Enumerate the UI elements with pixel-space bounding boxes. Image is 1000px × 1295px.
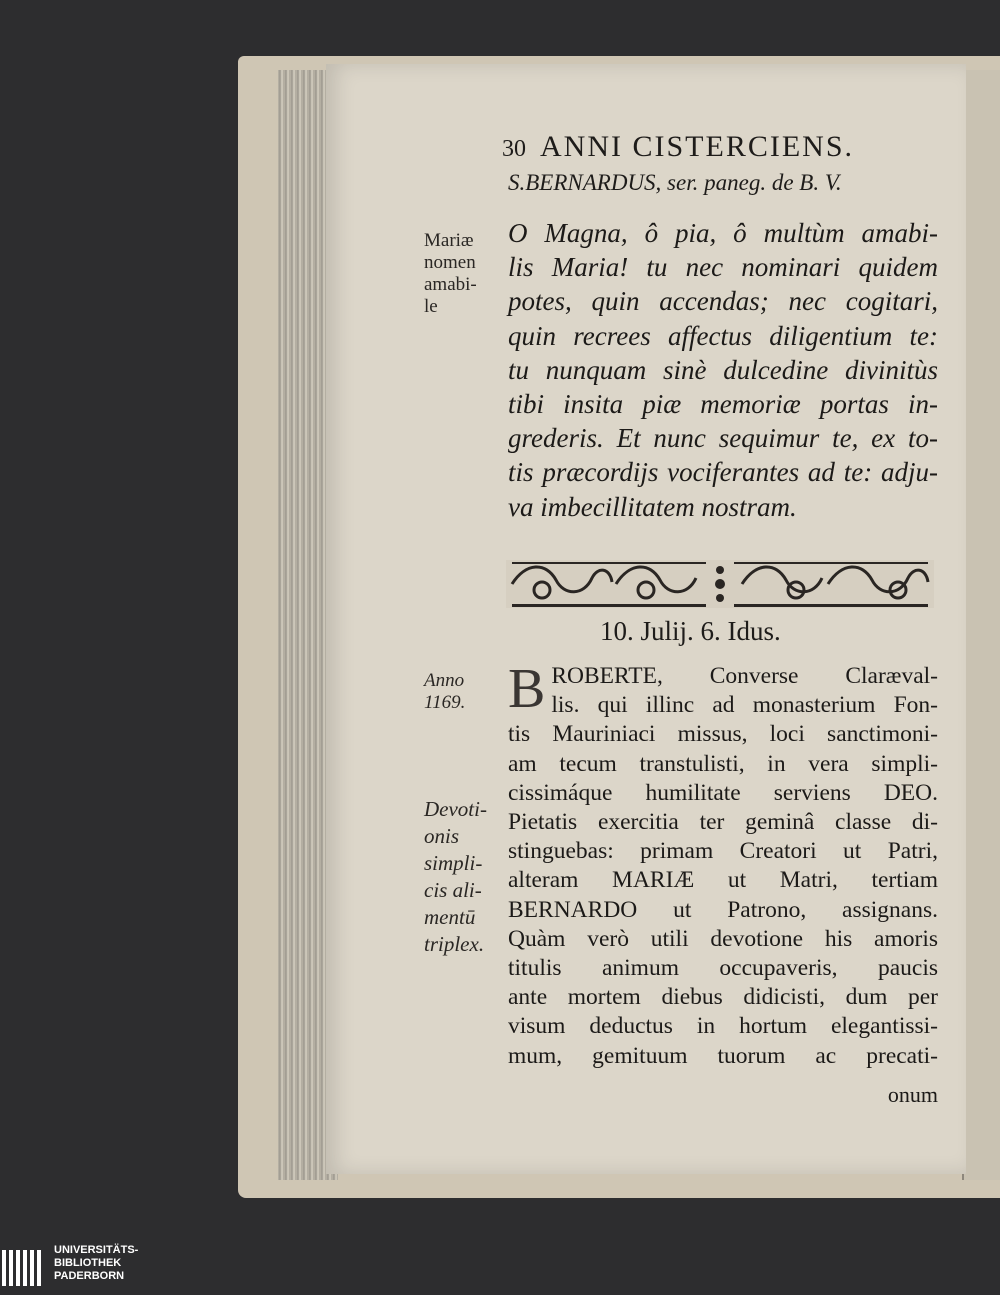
margin-note-line: cis ali-: [424, 878, 482, 902]
quote-line: va imbecillitatem nostram.: [508, 491, 797, 522]
quote-line: quin recrees affectus diligentium te:: [508, 320, 938, 351]
quote-line: lis Maria! tu nec nominari quidem: [508, 252, 938, 283]
para-line: ante mortem diebus didicisti, dum per: [508, 984, 938, 1011]
quote-line: tibi insita piæ memoriæ portas in-: [508, 389, 938, 420]
para-line: stinguebas: primam Creatori ut Patri,: [508, 838, 938, 865]
para-line: Quàm verò utili devotione his amoris: [508, 925, 938, 952]
catchword: onum: [887, 1082, 938, 1107]
library-logo-line: UNIVERSITÄTS-: [54, 1244, 139, 1256]
library-logo-line: BIBLIOTHEK: [54, 1257, 122, 1269]
quote-line: tu nunquam sinè dulcedine divinitùs: [508, 354, 938, 385]
page-number: 30: [502, 136, 526, 162]
para-line: alteram MARIÆ ut Matri, tertiam: [508, 867, 938, 894]
para-line: lis. qui illinc ad monasterium Fon-: [551, 692, 938, 719]
margin-note-line: Anno: [424, 670, 465, 691]
running-head-title: ANNI CISTERCIENS.: [540, 130, 855, 163]
para-line: BERNARDO ut Patrono, assignans.: [508, 896, 938, 923]
para-line: Pietatis exercitia ter geminâ classe di-: [508, 809, 938, 836]
margin-note-line: le: [424, 296, 438, 317]
para-line: visum deductus in hortum elegantissi-: [508, 1013, 938, 1040]
library-logo: [2, 1244, 202, 1290]
margin-note-devotion: [424, 796, 508, 958]
drop-cap: B: [508, 658, 546, 720]
para-line: am tecum transtulisti, in vera simpli-: [508, 750, 938, 777]
para-line: cissimáque humilitate serviens DEO.: [508, 779, 938, 806]
quote-paragraph: [508, 216, 938, 524]
margin-note-line: amabi-: [424, 274, 477, 295]
library-logo-line: PADERBORN: [54, 1270, 125, 1282]
para-line: titulis animum occupaveris, paucis: [508, 955, 938, 982]
body-paragraph: [508, 658, 938, 1071]
margin-note-line: nomen: [424, 252, 476, 273]
quote-line: grederis. Et nunc sequimur te, ex to-: [508, 423, 938, 454]
para-line: tis Mauriniaci missus, loci sanctimoni-: [508, 721, 938, 748]
library-logo-icon: [2, 1246, 44, 1288]
para-line: ROBERTE, Converse Claræval-: [551, 663, 938, 689]
source-attribution: S.BERNARDUS, ser. paneg. de B. V.: [508, 170, 842, 195]
quote-line: O Magna, ô pia, ô multùm amabi-: [508, 218, 938, 248]
date-heading: 10. Julij. 6. Idus.: [600, 616, 781, 646]
margin-note-line: mentū: [424, 905, 476, 929]
quote-line: tis præcordijs vociferantes ad te: adju-: [508, 457, 938, 488]
margin-note-line: simpli-: [424, 851, 483, 875]
margin-note-line: onis: [424, 824, 460, 848]
running-head: [502, 130, 942, 164]
margin-note-line: 1169.: [424, 692, 466, 713]
margin-note-mariae: [424, 230, 504, 318]
margin-note-line: Mariæ: [424, 230, 474, 251]
margin-note-line: triplex.: [424, 932, 485, 956]
ornamental-divider: [506, 556, 934, 612]
facing-page-edge: [962, 70, 1000, 1180]
quote-line: potes, quin accendas; nec cogitari,: [508, 286, 938, 317]
margin-note-line: Devoti-: [424, 797, 487, 821]
para-line: mum, gemituum tuorum ac precati-: [508, 1042, 938, 1069]
library-logo-text: [54, 1244, 194, 1283]
margin-note-year: [424, 670, 504, 714]
